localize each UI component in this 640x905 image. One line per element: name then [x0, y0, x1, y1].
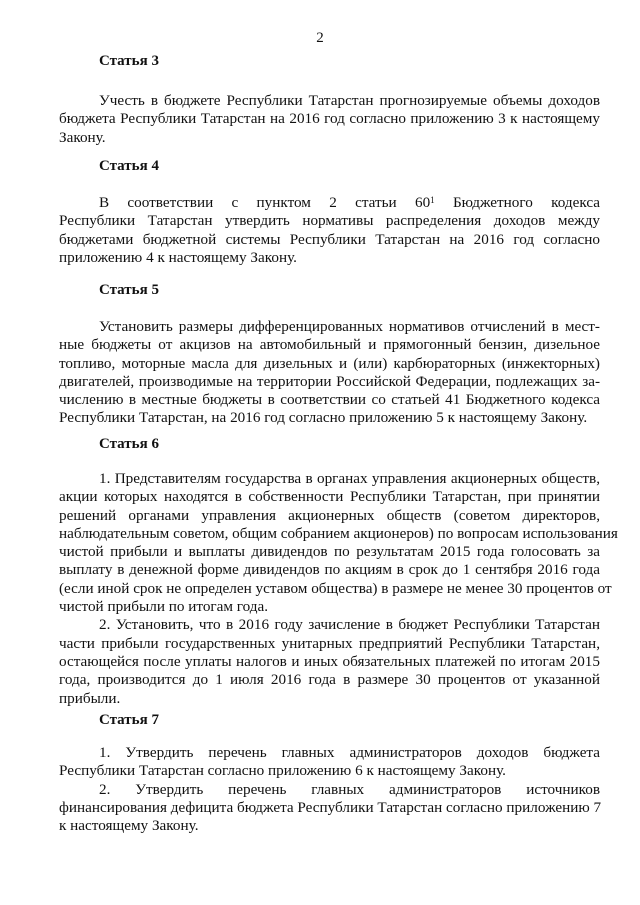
text-line: 2. Установить, что в 2016 году зачисление в бюджет Республики Татарстан — [99, 616, 600, 634]
article-7-heading: Статья 7 — [99, 712, 159, 728]
text-line: чистой прибыли по итогам года. — [59, 598, 269, 616]
text-line: Республики Татарстан согласно приложению 6 к настоящему Закону. — [59, 762, 506, 780]
text-fragment: Бюджетного кодекса — [434, 194, 600, 211]
text-line: решений органами управления акционерных обществ (советом директоров, — [59, 506, 600, 524]
text-line: топливо, моторные масла для дизельных и (или) карбюраторных (инжекторных) — [59, 354, 600, 372]
text-line: акции которых находятся в собственности Республики Татарстан, при принятии — [59, 488, 600, 506]
text-line: остающейся после уплаты налогов и иных обязательных платежей по итогам 2015 — [59, 652, 600, 670]
text-line: наблюдательным советом, общим собранием акционеров) по вопросам использования — [59, 524, 618, 542]
text-line: ные бюджеты от акцизов на автомобильный и прямогонный бензин, дизельное — [59, 336, 600, 354]
text-line: 2. Утвердить перечень главных администраторов источников — [99, 780, 600, 798]
text-line: 1. Утвердить перечень главных администраторов доходов бюджета — [99, 744, 600, 761]
text-line: двигателей, производимые на территории Российской Федерации, подлежащих за- — [59, 372, 600, 390]
article-4-heading: Статья 4 — [99, 158, 159, 174]
text-line: к настоящему Закону. — [59, 817, 199, 835]
article-6-text — [59, 470, 618, 708]
text-line: прибыли. — [59, 689, 121, 707]
article-4-text — [59, 194, 600, 267]
article-7-text — [59, 744, 600, 835]
article-3-text — [59, 92, 600, 147]
text-line: года, производится до 1 июля 2016 года в размере 30 процентов от указанной — [59, 671, 600, 689]
text-line — [59, 194, 600, 212]
text-line: числению в местные бюджеты в соответствии со статьей 41 Бюджетного кодекса — [59, 391, 600, 409]
text-line: (если иной срок не определен уставом общества) в размере не менее 30 процентов от — [59, 579, 612, 597]
text-line: бюджетами бюджетной системы Республики Татарстан на 2016 год согласно — [59, 230, 600, 248]
superscript: 1 — [430, 195, 435, 205]
article-3-heading: Статья 3 — [99, 53, 159, 69]
text-line: Установить размеры дифференцированных нормативов отчислений в мест- — [99, 318, 600, 335]
text-line: Закону. — [59, 128, 106, 146]
text-line: приложению 4 к настоящему Закону. — [59, 248, 297, 266]
article-6-heading: Статья 6 — [99, 436, 159, 452]
page-number: 2 — [316, 30, 324, 46]
article-5-text — [59, 318, 600, 428]
text-line: 1. Представителям государства в органах управления акционерных обществ, — [99, 470, 600, 487]
text-line: Республики Татарстан, на 2016 год согласно приложению 5 к настоящему Закону. — [59, 409, 588, 427]
text-line: финансирования дефицита бюджета Республики Татарстан согласно приложению 7 — [59, 798, 602, 816]
article-5-heading: Статья 5 — [99, 282, 159, 298]
text-line: Республики Татарстан утвердить нормативы распределения доходов между — [59, 212, 600, 230]
text-line: бюджета Республики Татарстан на 2016 год согласно приложению 3 к настоящему — [59, 110, 600, 128]
text-line: Учесть в бюджете Республики Татарстан прогнозируемые объемы доходов — [99, 92, 600, 109]
text-fragment: В соответствии с пунктом 2 статьи 60 — [99, 194, 431, 211]
text-line: чистой прибыли и выплаты дивидендов по результатам 2015 года голосовать за — [59, 543, 600, 561]
text-line: выплату в денежной форме дивидендов по акциям в срок до 1 сентября 2016 года — [59, 561, 600, 579]
text-line: части прибыли государственных унитарных предприятий Республики Татарстан, — [59, 634, 600, 652]
